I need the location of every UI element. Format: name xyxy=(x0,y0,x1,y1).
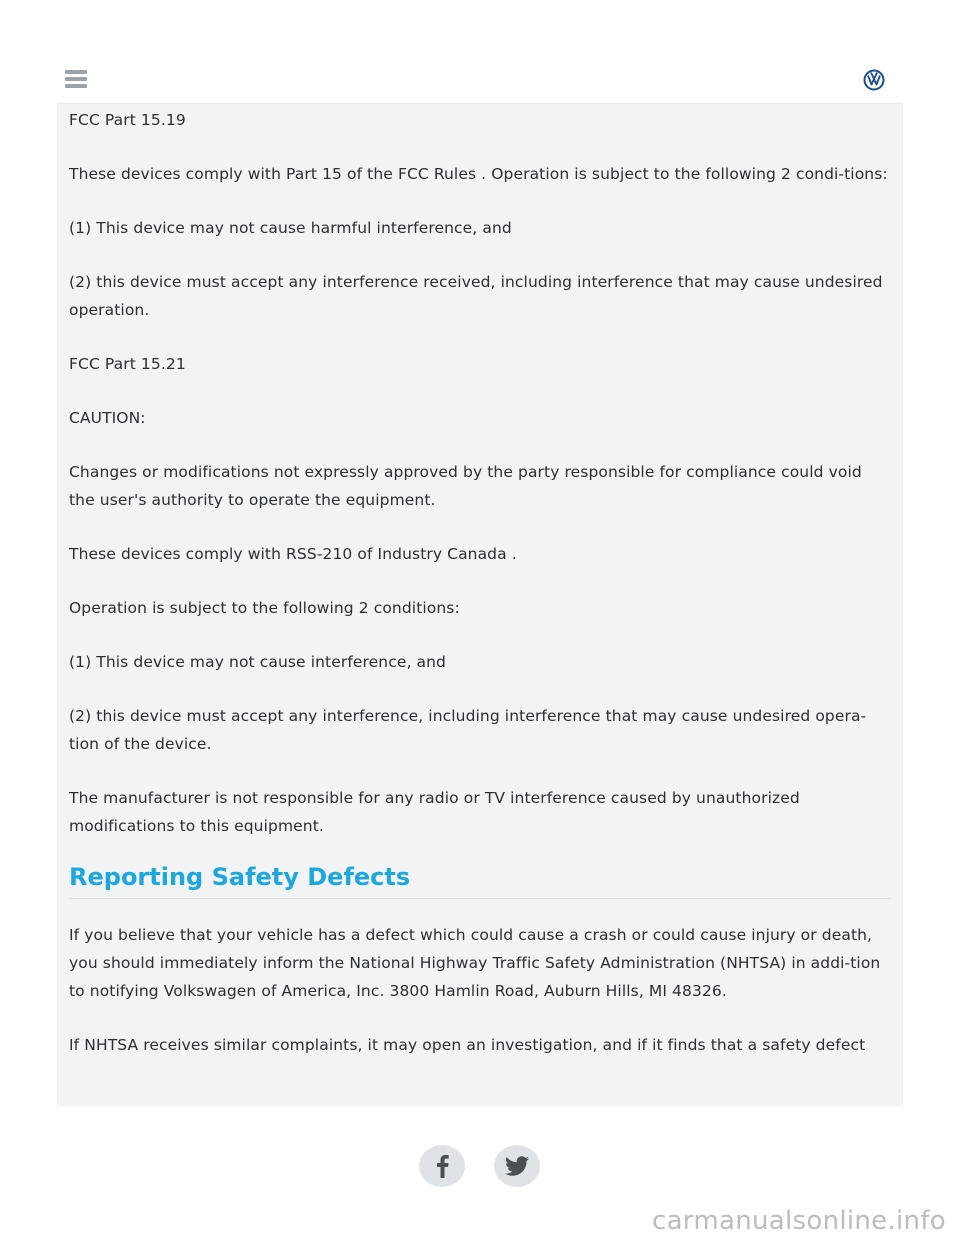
manual-content xyxy=(57,104,903,1106)
section-heading: Reporting Safety Defects xyxy=(69,860,891,899)
paragraph-operation: Operation is subject to the following 2 conditions: xyxy=(69,599,460,617)
facebook-icon xyxy=(419,1145,465,1187)
twitter-icon xyxy=(494,1145,540,1187)
top-bar xyxy=(57,56,903,104)
paragraph-fcc-1521: FCC Part 15.21 xyxy=(69,355,186,373)
paragraph-changes: Changes or modifications not expressly approved by the party responsible for compliance could void the user's authority to operate the equipment. xyxy=(69,463,862,509)
paragraph-rss210: These devices comply with RSS-210 of Industry Canada . xyxy=(69,545,517,563)
paragraph-condition-1: (1) This device may not cause harmful interference, and xyxy=(69,219,512,237)
vw-logo-icon[interactable] xyxy=(863,69,885,91)
paragraph-caution: CAUTION: xyxy=(69,409,146,427)
watermark: carmanualsonline.info xyxy=(651,1206,946,1236)
hamburger-menu-icon[interactable] xyxy=(65,68,89,90)
paragraph-ic-condition-2: (2) this device must accept any interference, including interference that may cause undesired opera-tion of the device. xyxy=(69,707,867,753)
paragraph-manufacturer: The manufacturer is not responsible for any radio or TV interference caused by unauthorized modifications to this equipment. xyxy=(69,789,800,835)
paragraph-condition-2: (2) this device must accept any interference received, including interference that may cause undesired operation. xyxy=(69,273,883,319)
paragraph-fcc-1519: FCC Part 15.19 xyxy=(69,111,186,129)
paragraph-fcc-compliance: These devices comply with Part 15 of the FCC Rules . Operation is subject to the following 2 condi-tions: xyxy=(69,165,888,183)
paragraph-safety-defect: If you believe that your vehicle has a defect which could cause a crash or could cause injury or death, you should immediately inform the National Highway Traffic Safety Administration (NHTSA) in addi-tion to notifying Volkswagen of America, Inc. 3800 Hamlin Road, Auburn Hills, MI 48326. xyxy=(69,926,881,1000)
twitter-share-button[interactable] xyxy=(494,1145,540,1187)
paragraph-ic-condition-1: (1) This device may not cause interference, and xyxy=(69,653,446,671)
paragraph-nhtsa: If NHTSA receives similar complaints, it may open an investigation, and if it finds that a safety defect xyxy=(69,1036,866,1054)
social-share-bar xyxy=(0,1145,960,1189)
facebook-share-button[interactable] xyxy=(419,1145,465,1187)
